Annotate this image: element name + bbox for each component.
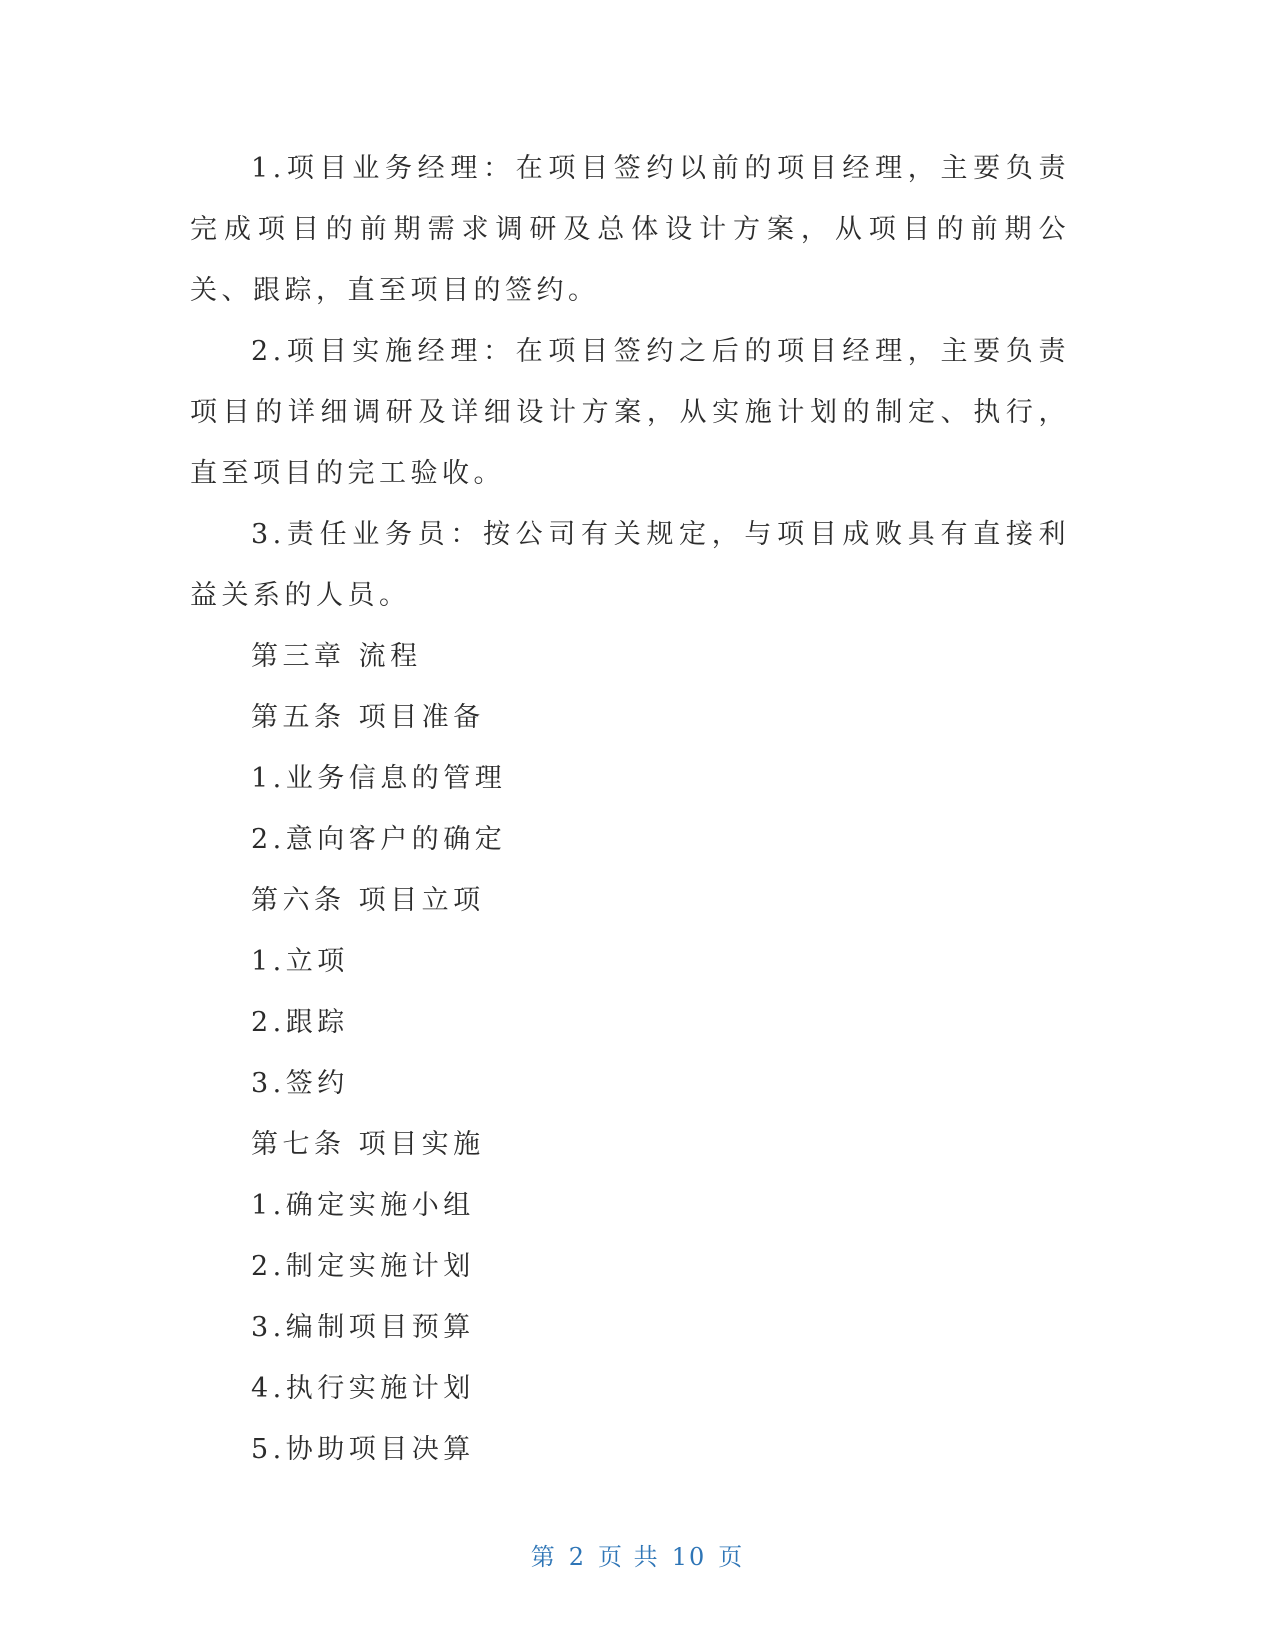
chapter-heading: 第三章 流程	[251, 641, 422, 672]
document-body	[190, 138, 1070, 1480]
paragraph-project-business-manager: 1.项目业务经理：在项目签约以前的项目经理，主要负责完成项目的前期需求调研及总体设计方案，从项目的前期公关、跟踪，直至项目的签约。	[190, 153, 1070, 306]
list-item: 3.签约	[251, 1068, 349, 1099]
list-item: 1.立项	[251, 946, 349, 977]
current-page-number: 2	[568, 1543, 587, 1571]
list-item: 2.跟踪	[251, 1007, 349, 1038]
footer-mid: 页 共	[598, 1543, 660, 1571]
footer-prefix: 第	[530, 1543, 557, 1571]
footer-suffix: 页	[718, 1543, 745, 1571]
list-item: 1.确定实施小组	[251, 1190, 475, 1221]
list-item: 4.执行实施计划	[251, 1373, 475, 1404]
list-item: 2.制定实施计划	[251, 1251, 475, 1282]
paragraph-project-implementation-manager: 2.项目实施经理：在项目签约之后的项目经理，主要负责项目的详细调研及详细设计方案，从实施计划的制定、执行，直至项目的完工验收。	[190, 336, 1070, 489]
paragraph-responsible-salesperson: 3.责任业务员：按公司有关规定，与项目成败具有直接利益关系的人员。	[190, 519, 1070, 611]
page-footer	[0, 1537, 1275, 1572]
list-item: 5.协助项目决算	[251, 1434, 475, 1465]
total-page-count: 10	[671, 1543, 707, 1571]
article-7-title: 第七条 项目实施	[251, 1129, 485, 1160]
article-6-title: 第六条 项目立项	[251, 885, 485, 916]
list-item: 2.意向客户的确定	[251, 824, 507, 855]
list-item: 1.业务信息的管理	[251, 763, 507, 794]
list-item: 3.编制项目预算	[251, 1312, 475, 1343]
article-5-title: 第五条 项目准备	[251, 702, 485, 733]
